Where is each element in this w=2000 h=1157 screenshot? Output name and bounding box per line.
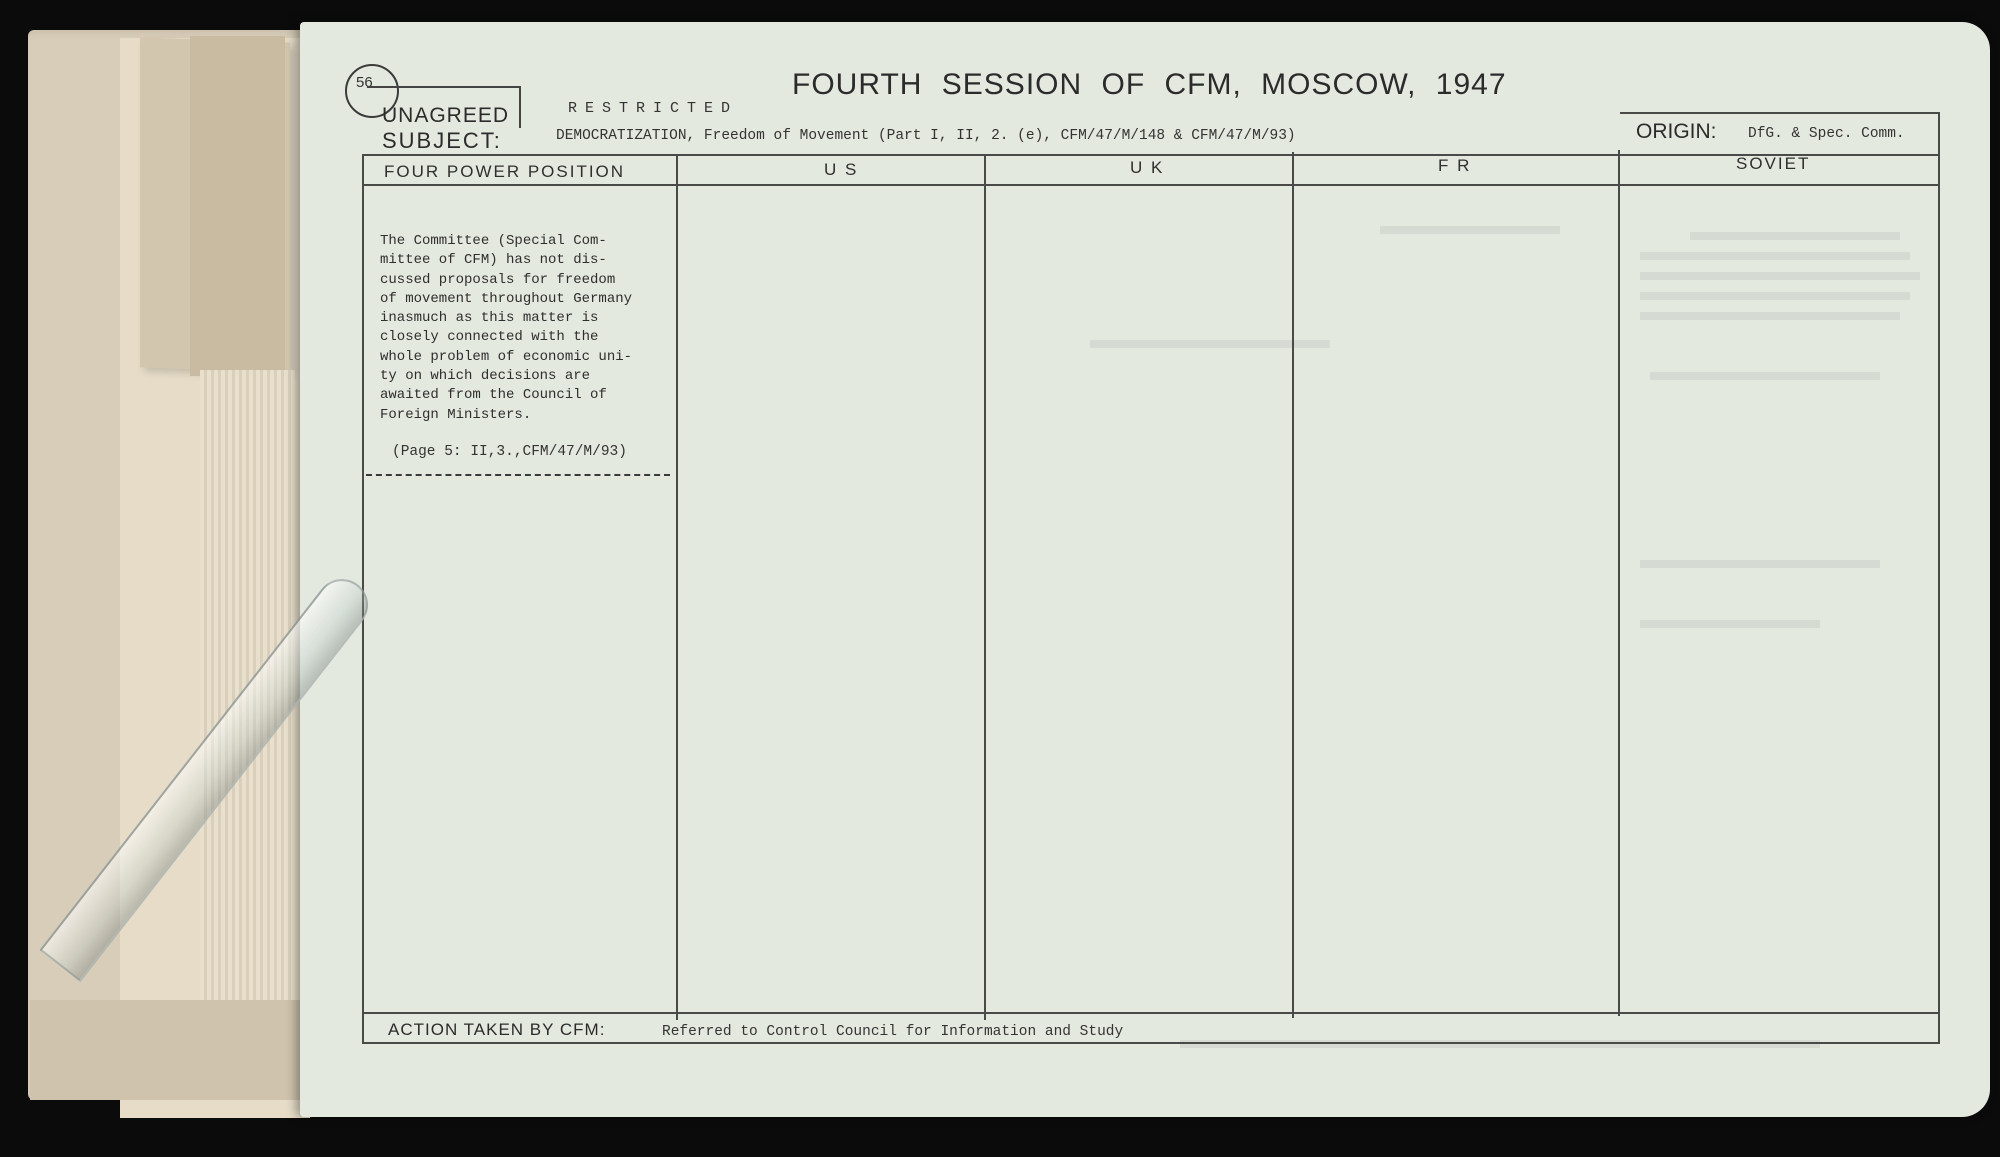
text-line: The Committee (Special Com- [380, 233, 607, 249]
document-title: FOURTH SESSION OF CFM, MOSCOW, 1947 [792, 68, 1507, 101]
text-line: of movement throughout Germany [380, 290, 633, 307]
page-stack-edge [30, 1000, 300, 1100]
action-text: Referred to Control Council for Information and Study [662, 1024, 1124, 1040]
origin-value: DfG. & Spec. Comm. [1748, 126, 1905, 142]
origin-rule [1620, 112, 1940, 114]
column-header-uk: U K [1130, 158, 1165, 177]
bleed-through-mark [1640, 312, 1900, 320]
bleed-through-mark [1640, 272, 1920, 280]
bleed-through-mark [1380, 226, 1560, 234]
bleed-through-mark [1640, 560, 1880, 568]
column-divider [1292, 152, 1294, 1018]
folded-page-corner [190, 36, 285, 376]
text-line: awaited from the Council of [380, 387, 607, 404]
four-power-position-text [380, 232, 680, 425]
column-header-fr: F R [1438, 156, 1472, 175]
subject-label: SUBJECT: [382, 128, 502, 153]
document-sheet [300, 22, 1990, 1117]
bleed-through-mark [1640, 252, 1910, 260]
column-header-us: U S [824, 160, 859, 179]
action-label: ACTION TAKEN BY CFM: [388, 1020, 606, 1039]
text-line: whole problem of economic uni- [380, 348, 633, 365]
text-line: cussed proposals for freedom [380, 271, 616, 288]
bleed-through-mark [1090, 340, 1330, 348]
dashed-separator [366, 474, 670, 476]
column-divider [984, 154, 986, 1020]
classification-mark: RESTRICTED [568, 100, 739, 117]
column-header-soviet: SOVIET [1736, 154, 1811, 173]
text-line: ty on which decisions are [380, 368, 591, 385]
subject-text: DEMOCRATIZATION, Freedom of Movement (Part I, II, 2. (e), CFM/47/M/148 & CFM/47/M/93) [556, 128, 1296, 144]
page-number: 56 [356, 74, 373, 91]
table-bottom-rule [362, 1042, 1940, 1044]
bleed-through-mark [1650, 372, 1880, 380]
header-bottom-rule [362, 184, 1940, 186]
page-reference: (Page 5: II,3.,CFM/47/M/93) [392, 444, 627, 460]
table-right-border [1938, 112, 1940, 1042]
text-line: inasmuch as this matter is [380, 310, 599, 327]
column-divider [1618, 150, 1620, 1016]
table-top-rule [362, 154, 1940, 156]
bleed-through-mark [1640, 620, 1820, 628]
text-line: closely connected with the [380, 329, 599, 346]
bleed-through-mark [1640, 292, 1910, 300]
action-top-rule [362, 1012, 1940, 1014]
bleed-through-mark [1690, 232, 1900, 240]
column-header-four-power: FOUR POWER POSITION [384, 162, 626, 181]
status-label: UNAGREED [382, 104, 510, 127]
origin-label: ORIGIN: [1636, 120, 1717, 143]
text-line: mittee of CFM) has not dis- [380, 252, 607, 269]
text-line: Foreign Ministers. [380, 406, 532, 423]
